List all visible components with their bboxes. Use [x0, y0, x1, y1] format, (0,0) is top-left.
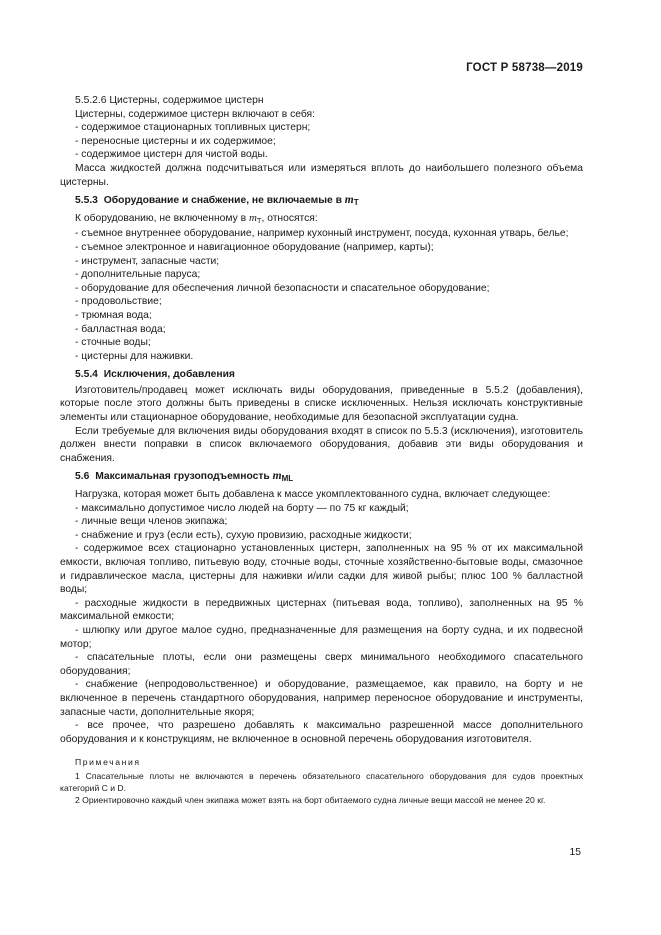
section-554-heading: [60, 368, 583, 382]
list-item: - съемное электронное и навигационное оборудование (например, карты);: [75, 241, 434, 253]
section-56-heading: [60, 470, 583, 486]
math-variable: $m_{ML}$: [272, 470, 294, 484]
math-variable: $m_T$: [344, 194, 359, 208]
list-item: - балластная вода;: [75, 323, 166, 335]
note-item: 2 Ориентировочно каждый член экипажа может взять на борт обитаемого судна личные вещи массой не менее 20 кг.: [75, 794, 546, 805]
list-item: - съемное внутреннее оборудование, например кухонный инструмент, посуда, кухонная утварь, белье;: [75, 228, 569, 240]
list-item: - инструмент, запасные части;: [75, 255, 220, 267]
paragraph: Если требуемые для включения виды оборудования входят в список по 5.5.3 (исключения), изготовитель должен внести поправки в список включаемого оборудования, добавив эти виды оборудования и снабжения.: [60, 425, 583, 464]
page-body: [60, 94, 583, 806]
list-item: - переносные цистерны и их содержимое;: [75, 135, 276, 147]
list-item: - содержимое стационарных топливных цистерн;: [75, 122, 311, 134]
list-item: - все прочее, что разрешено добавлять к максимально разрешенной массе дополнительного оборудования и к конструкциям, не включенное в основной перечень оборудования изготовителя.: [60, 720, 583, 745]
section-title: Исключения, добавления: [103, 369, 235, 381]
section-number: 5.5.3: [75, 195, 98, 207]
list-item: - трюмная вода;: [75, 309, 152, 321]
list-item: - расходные жидкости в передвижных цистернах (питьевая вода, топливо), заполненных на 95 % максимальной емкости;: [60, 597, 583, 623]
section-5526-title: 5.5.2.6 Цистерны, содержимое цистерн: [75, 95, 264, 106]
section-553-heading: [60, 194, 583, 210]
list-item: - снабжение и груз (если есть), сухую провизию, расходные жидкости;: [75, 529, 412, 541]
page-number: 15: [569, 847, 581, 858]
section-5526-intro: Цистерны, содержимое цистерн включают в себя:: [75, 108, 315, 120]
list-item: - сточные воды;: [75, 337, 151, 349]
section-title: Оборудование и снабжение, не включаемые в: [103, 195, 342, 207]
math-variable: $m_T$: [248, 211, 262, 225]
note-item: 1 Спасательные плоты не включаются в перечень обязательного спасательного оборудования для судов проектных категорий C и D.: [60, 770, 583, 793]
section-5526-note: Масса жидкостей должна подсчитываться или измеряться вплоть до наибольшего полезного объема цистерны.: [60, 162, 583, 188]
standard-id: ГОСТ Р 58738—2019: [466, 62, 583, 74]
section-number: 5.6: [75, 471, 90, 483]
list-item: - максимально допустимое число людей на борту — по 75 кг каждый;: [75, 502, 409, 514]
section-553-intro: К оборудованию, не включенному в $m_T$, относятся:: [75, 211, 318, 225]
paragraph: Изготовитель/продавец может исключать виды оборудования, приведенные в 5.5.2 (добавления), которые после этого должны быть приведены в списке исключенных. Нельзя исключать конструктивные элементы или стационарное оборудование, необходимые для безопасной эксплуатации судна.: [60, 384, 583, 424]
section-56-intro: Нагрузка, которая может быть добавлена к массе укомплектованного судна, включает следующее:: [75, 489, 551, 501]
list-item: - снабжение (непродовольственное) и оборудование, размещаемое, как правило, на борту и не включенное в перечень стандартного оборудования, например переносное оборудование и инструменты, запасные части, дополнительные якоря;: [60, 679, 583, 718]
section-title: Максимальная грузоподъемность: [95, 471, 270, 483]
list-item: - содержимое всех стационарно установленных цистерн, заполненных на 95 % от их максимальной емкости, включая топливо, питьевую воду, сточные воды, сточные хозяйственно-бытовые воды, смазочное и гидравлическое масла, цистерны для наживки и/или садки для живой рыбы; плюс 100 % балластной воды;: [60, 543, 583, 596]
notes-block: [60, 756, 583, 806]
list-item: - шлюпку или другое малое судно, предназначенные для размещения на борту судна, и их подвесной мотор;: [60, 624, 583, 650]
list-item: - личные вещи членов экипажа;: [75, 516, 228, 528]
section-number: 5.5.4: [75, 369, 98, 381]
list-item: - дополнительные паруса;: [75, 269, 201, 281]
notes-title: Примечания: [75, 757, 141, 768]
list-item: - оборудование для обеспечения личной безопасности и спасательное оборудование;: [75, 282, 490, 294]
list-item: - содержимое цистерн для чистой воды.: [75, 149, 268, 161]
list-item: - спасательные плоты, если они размещены сверх минимального необходимого спасательного оборудования;: [60, 652, 583, 677]
list-item: - продовольствие;: [75, 296, 162, 308]
list-item: - цистерны для наживки.: [75, 350, 194, 362]
